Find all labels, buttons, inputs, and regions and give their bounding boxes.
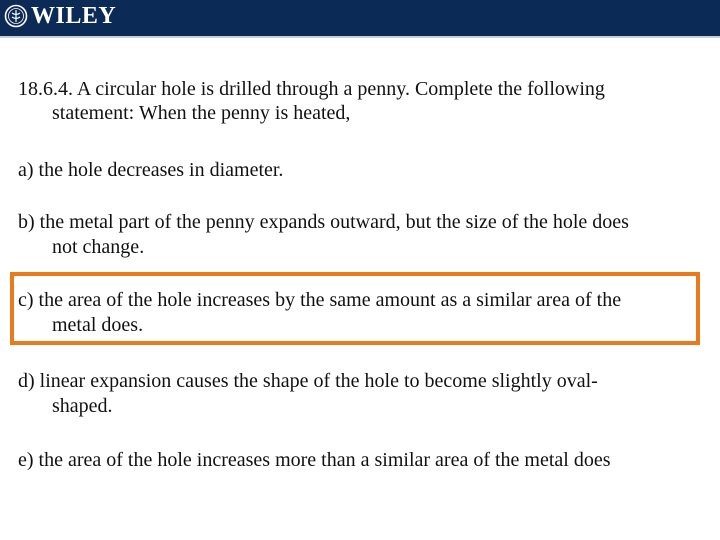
answer-option-b [18,210,703,260]
answer-option-d [18,369,703,419]
header-divider [0,36,720,38]
header-bar [0,0,720,36]
answer-option-c [18,288,703,338]
option-c-line-2: metal does. [52,314,144,336]
option-b-line-2: not change. [52,236,145,258]
option-c-line-1: c) the area of the hole increases by the same amount as a similar area of the [18,289,622,311]
question-line-2: statement: When the penny is heated, [52,102,351,124]
option-b-line-1: b) the metal part of the penny expands outward, but the size of the hole does [18,211,629,233]
option-d-line-1: d) linear expansion causes the shape of the hole to become slightly oval- [18,370,598,392]
option-a-line-1: a) the hole decreases in diameter. [18,159,284,181]
question-text [18,77,698,125]
brand-name: WILEY [31,3,117,29]
wiley-seal-icon [4,4,28,28]
option-d-line-2: shaped. [52,395,113,417]
answer-option-e [18,448,703,473]
wiley-logo [4,2,116,30]
answer-option-a [18,158,703,183]
option-e-line-1: e) the area of the hole increases more than a similar area of the metal does [18,449,611,471]
question-line-1: 18.6.4. A circular hole is drilled through a penny. Complete the following [18,78,605,100]
